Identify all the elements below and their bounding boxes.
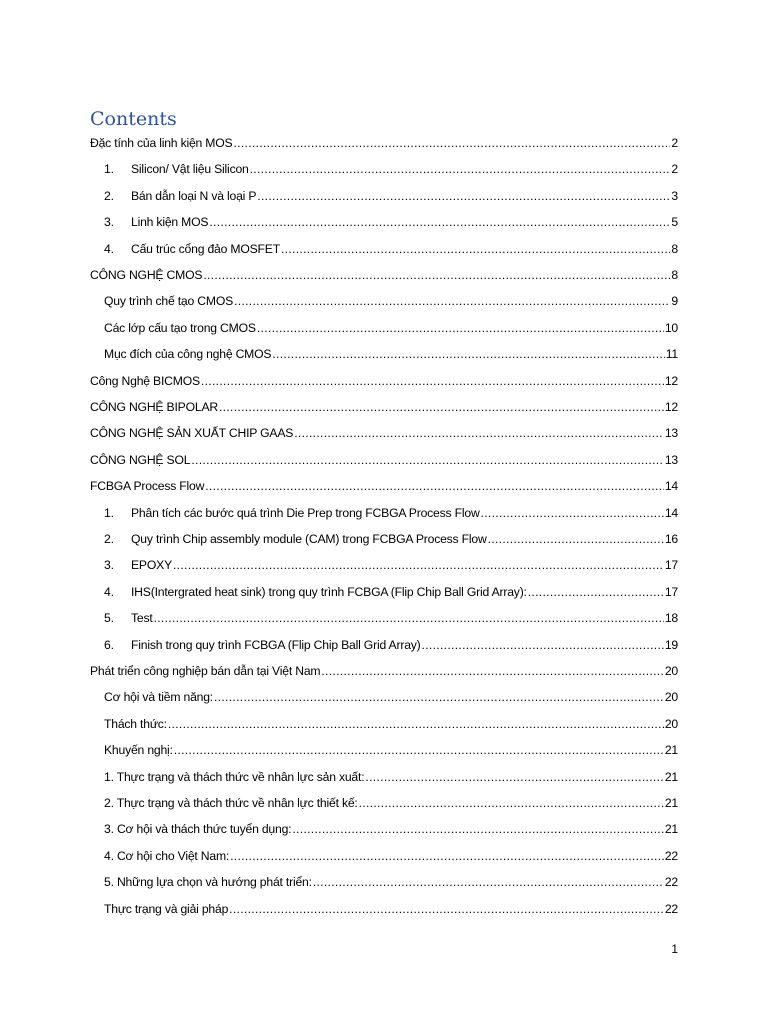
toc-entry-title: Phân tích các bước quá trình Die Prep trong FCBGA Process Flow bbox=[131, 505, 480, 520]
toc-dot-leader bbox=[191, 450, 664, 470]
toc-entry[interactable] bbox=[90, 661, 678, 681]
toc-entry-page: 19 bbox=[664, 637, 678, 652]
toc-entry[interactable] bbox=[104, 555, 678, 575]
toc-entry-title: CÔNG NGHỆ SOL bbox=[90, 452, 191, 467]
toc-entry-title: CÔNG NGHỆ BIPOLAR bbox=[90, 400, 218, 414]
toc-dot-leader bbox=[154, 608, 664, 628]
toc-dot-leader bbox=[281, 239, 670, 259]
toc-entry-page: 14 bbox=[664, 479, 678, 494]
toc-entry-page: 8 bbox=[671, 268, 678, 282]
toc-title: Contents bbox=[90, 108, 177, 130]
toc-entry[interactable] bbox=[104, 159, 678, 179]
toc-entry-page: 20 bbox=[664, 664, 678, 678]
toc-dot-leader bbox=[201, 371, 664, 391]
toc-entry-page: 22 bbox=[664, 848, 678, 863]
toc-dot-leader bbox=[528, 582, 664, 602]
toc-entry-title: Khuyến nghị: bbox=[104, 743, 173, 758]
toc-entry-title: 5. Những lựa chọn và hướng phát triển: bbox=[104, 875, 312, 890]
toc-dot-leader bbox=[359, 793, 664, 813]
toc-dot-leader bbox=[250, 159, 671, 179]
toc-entry-number: 4. bbox=[104, 241, 114, 256]
toc-dot-leader bbox=[233, 133, 670, 153]
toc-dot-leader bbox=[488, 529, 664, 549]
toc-dot-leader bbox=[173, 555, 664, 575]
toc-entry[interactable] bbox=[90, 423, 678, 443]
toc-dot-leader bbox=[205, 476, 664, 496]
toc-entry-page: 22 bbox=[664, 875, 678, 890]
toc-entry-page: 2 bbox=[671, 136, 678, 150]
toc-entry-page: 8 bbox=[671, 241, 678, 256]
toc-entry[interactable] bbox=[104, 608, 678, 628]
toc-entry-page: 21 bbox=[664, 769, 678, 784]
toc-dot-leader bbox=[209, 212, 670, 232]
toc-entry-page: 22 bbox=[664, 901, 678, 916]
toc-entry-page: 2 bbox=[671, 162, 678, 177]
toc-entry-title: EPOXY bbox=[131, 558, 172, 573]
toc-entry[interactable] bbox=[104, 872, 678, 892]
toc-entry[interactable] bbox=[104, 846, 678, 866]
toc-dot-leader bbox=[272, 344, 664, 364]
toc-entry-title: Linh kiện MOS bbox=[131, 215, 209, 230]
toc-entry-number: 2. bbox=[104, 532, 114, 546]
toc-entry[interactable] bbox=[104, 291, 678, 311]
toc-entry[interactable] bbox=[104, 582, 678, 602]
toc-entry-number: 6. bbox=[104, 637, 114, 652]
toc-dot-leader bbox=[321, 661, 663, 681]
toc-entry-page: 20 bbox=[664, 690, 678, 705]
toc-entry[interactable] bbox=[104, 344, 678, 364]
toc-entry[interactable] bbox=[90, 371, 678, 391]
toc-entry-title: Cấu trúc cổng đảo MOSFET bbox=[131, 241, 280, 256]
toc-entry-title: Bán dẫn loại N và loại P bbox=[131, 188, 257, 203]
toc-entry[interactable] bbox=[90, 450, 678, 470]
toc-entry[interactable] bbox=[104, 767, 678, 787]
toc-entry-number: 3. bbox=[104, 558, 114, 573]
toc-entry-title: Công Nghệ BICMOS bbox=[90, 373, 200, 388]
toc-entry-number: 1. bbox=[104, 162, 114, 177]
toc-entry-title: Cơ hội và tiềm năng: bbox=[104, 690, 213, 705]
toc-entry[interactable] bbox=[104, 687, 678, 707]
toc-entry-title: Thực trạng và giải pháp bbox=[104, 901, 229, 916]
toc-entry[interactable] bbox=[104, 635, 678, 655]
toc-entry[interactable] bbox=[104, 503, 678, 523]
toc-entry-title: Thách thức: bbox=[104, 716, 167, 731]
toc-dot-leader bbox=[168, 714, 664, 734]
toc-entry[interactable] bbox=[104, 186, 678, 206]
toc-entry-title: Phát triển công nghiệp bán dẫn tại Việt Nam bbox=[90, 664, 321, 678]
toc-entry-title: 3. Cơ hội và thách thức tuyển dụng: bbox=[104, 822, 292, 837]
toc-dot-leader bbox=[230, 846, 664, 866]
toc-entry[interactable] bbox=[90, 133, 678, 153]
toc-dot-leader bbox=[294, 423, 664, 443]
toc-entry-title: Các lớp cấu tạo trong CMOS bbox=[104, 320, 256, 335]
toc-entry-page: 9 bbox=[671, 294, 678, 309]
toc-entry-title: Mục đích của công nghệ CMOS bbox=[104, 347, 272, 362]
toc-entry-page: 14 bbox=[664, 505, 678, 520]
toc-entry-page: 21 bbox=[664, 743, 678, 758]
toc-dot-leader bbox=[422, 635, 664, 655]
toc-entry[interactable] bbox=[90, 476, 678, 496]
toc-dot-leader bbox=[219, 397, 664, 417]
toc-entry-page: 12 bbox=[664, 400, 678, 414]
toc-entry-page: 5 bbox=[671, 215, 678, 230]
toc-entry-number: 5. bbox=[104, 611, 114, 626]
toc-entry[interactable] bbox=[104, 239, 678, 259]
toc-dot-leader bbox=[214, 687, 664, 707]
toc-dot-leader bbox=[257, 318, 664, 338]
toc-entry-page: 10 bbox=[664, 320, 678, 335]
toc-entry-number: 3. bbox=[104, 215, 114, 230]
toc-entry-title: IHS(Intergrated heat sink) trong quy trình FCBGA (Flip Chip Ball Grid Array): bbox=[131, 584, 527, 599]
toc-entry-title: CÔNG NGHỆ SẢN XUẤT CHIP GAAS bbox=[90, 426, 294, 441]
toc-dot-leader bbox=[292, 819, 664, 839]
toc-entry-title: Quy trình chế tạo CMOS bbox=[104, 294, 234, 309]
toc-entry-title: Silicon/ Vật liệu Silicon bbox=[131, 162, 249, 177]
toc-entry-title: 4. Cơ hội cho Việt Nam: bbox=[104, 848, 230, 863]
toc-entry-title: Quy trình Chip assembly module (CAM) trong FCBGA Process Flow bbox=[131, 532, 487, 546]
toc-dot-leader bbox=[365, 767, 663, 787]
toc-entry-page: 13 bbox=[664, 452, 678, 467]
toc-entry-number: 2. bbox=[104, 188, 114, 203]
toc-entry-page: 11 bbox=[665, 347, 678, 362]
toc-entry-page: 12 bbox=[664, 373, 678, 388]
toc-entry-page: 13 bbox=[664, 426, 678, 441]
toc-entry-title: FCBGA Process Flow bbox=[90, 479, 205, 494]
toc-entry-page: 20 bbox=[664, 716, 678, 731]
toc-entry[interactable] bbox=[104, 714, 678, 734]
toc-entry[interactable] bbox=[104, 318, 678, 338]
toc-entry[interactable] bbox=[104, 793, 678, 813]
toc-entry[interactable] bbox=[90, 397, 678, 417]
toc-entry-page: 21 bbox=[664, 822, 678, 837]
toc-entry-page: 17 bbox=[664, 558, 678, 573]
toc-dot-leader bbox=[313, 872, 664, 892]
toc-dot-leader bbox=[257, 186, 670, 206]
toc-entry-title: Đặc tính của linh kiện MOS bbox=[90, 136, 233, 150]
toc-entry-title: Finish trong quy trình FCBGA (Flip Chip Ball Grid Array) bbox=[131, 637, 421, 652]
toc-entry-page: 17 bbox=[664, 584, 678, 599]
toc-dot-leader bbox=[234, 291, 670, 311]
toc-entry-page: 16 bbox=[664, 532, 678, 546]
toc-entry-number: 4. bbox=[104, 584, 114, 599]
toc-entry[interactable] bbox=[104, 529, 678, 549]
toc-entry-page: 3 bbox=[671, 188, 678, 203]
toc-entry-title: 1. Thực trạng và thách thức về nhân lực sản xuất: bbox=[104, 769, 365, 784]
toc-entry-title: Test bbox=[131, 611, 153, 626]
toc-entry-page: 21 bbox=[664, 796, 678, 810]
toc-entry[interactable] bbox=[90, 265, 678, 285]
toc-entry-title: 2. Thực trạng và thách thức về nhân lực thiết kế: bbox=[104, 796, 358, 810]
page-number: 1 bbox=[671, 942, 678, 956]
toc-dot-leader bbox=[229, 899, 664, 919]
toc-dot-leader bbox=[174, 740, 664, 760]
toc-entry[interactable] bbox=[104, 819, 678, 839]
toc-dot-leader bbox=[481, 503, 664, 523]
toc-entry[interactable] bbox=[104, 212, 678, 232]
toc-entry[interactable] bbox=[104, 740, 678, 760]
toc-dot-leader bbox=[203, 265, 670, 285]
toc-entry-number: 1. bbox=[104, 505, 114, 520]
toc-entry-title: CÔNG NGHỆ CMOS bbox=[90, 268, 203, 282]
toc-entry[interactable] bbox=[104, 899, 678, 919]
toc-entry-page: 18 bbox=[664, 611, 678, 626]
